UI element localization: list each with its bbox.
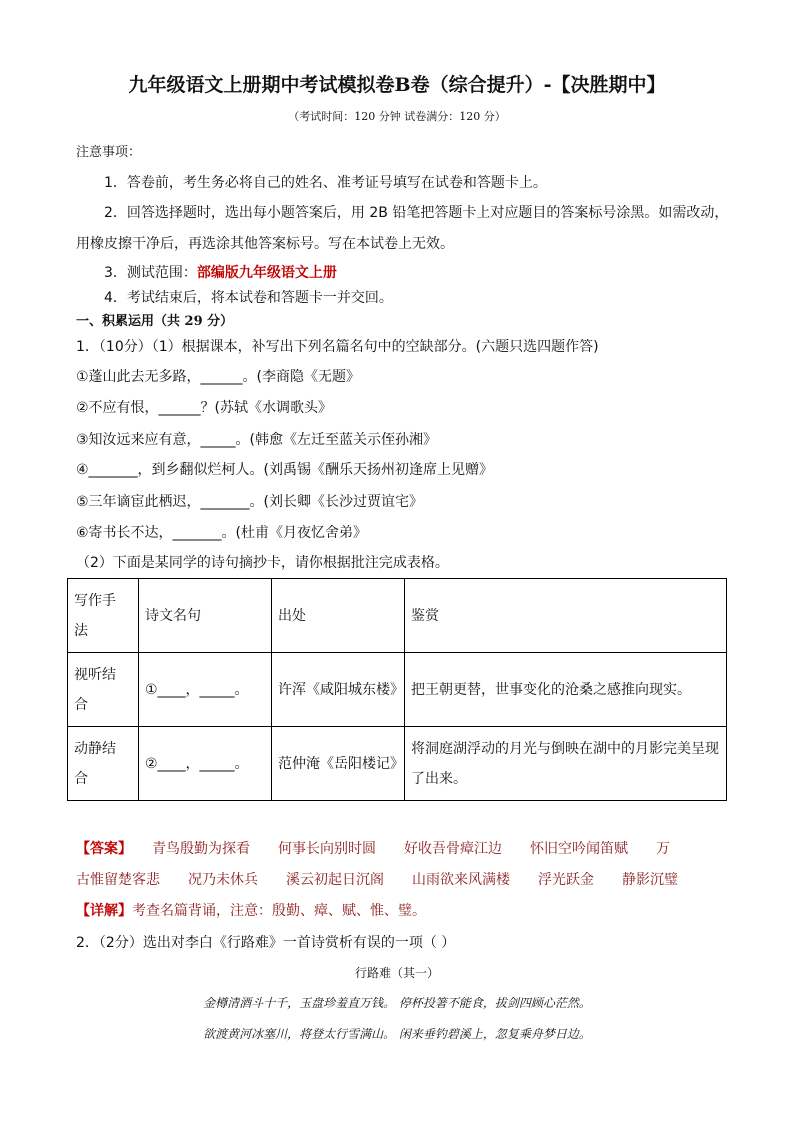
table-header-row	[68, 579, 727, 653]
notice-item-2b: 用橡皮擦干净后，再选涂其他答案标号。写在本试卷上无效。	[76, 236, 454, 252]
poem-title: 行路难（其一）	[354, 966, 439, 980]
detail-text: 考查名篇背诵，注意：殷勤、瘴、赋、惟、璧。	[132, 903, 426, 919]
table-cell: 视听结 合	[68, 653, 139, 727]
detail-label: 【详解】	[76, 903, 132, 919]
table-cell: ②____，_____。	[139, 727, 272, 801]
answer-block-line-2: 古惟留楚客悲 况乃未休兵 溪云初起日沉阁 山雨欲来风满楼 浮光跃金 静影沉璧	[76, 872, 678, 888]
detail-block	[76, 900, 426, 920]
table-cell: 范仲淹《岳阳楼记》	[272, 727, 405, 801]
table-header-cell: 出处	[272, 579, 405, 653]
q1-line-4: ④_______，到乡翻似烂柯人。(刘禹锡《酬乐天扬州初逢席上见赠》	[76, 462, 494, 478]
table-cell: 将洞庭湖浮动的月光与倒映在湖中的月影完美呈现 了出来。	[405, 727, 727, 801]
table-header-cell: 诗文名句	[139, 579, 272, 653]
answer-label: 【答案】	[76, 841, 132, 857]
test-range: 部编版九年级语文上册	[196, 265, 337, 281]
table-cell: 动静结 合	[68, 727, 139, 801]
table-header-cell: 写作手 法	[68, 579, 139, 653]
q1-line-2: ②不应有恨，______？(苏轼《水调歌头》	[76, 400, 333, 416]
table-row	[68, 727, 727, 801]
question-1-stem: 1．（10分）（1）根据课本，补写出下列名篇名句中的空缺部分。(六题只选四题作答)	[76, 339, 599, 355]
q1-line-3: ③知汝远来应有意，_____。(韩愈《左迁至蓝关示侄孙湘》	[76, 432, 438, 448]
q1-line-1: ①蓬山此去无多路，______。(李商隐《无题》	[76, 369, 361, 385]
table-cell: 许浑《咸阳城东楼》	[272, 653, 405, 727]
table-cell: ①____，_____。	[139, 653, 272, 727]
poem-line-2: 欲渡黄河冰塞川，将登太行雪满山。 闲来垂钓碧溪上，忽复乘舟梦日边。	[203, 1027, 591, 1041]
poem-excerpt-table	[67, 578, 727, 801]
exam-time-info: （考试时间：120 分钟 试卷满分：120 分）	[288, 110, 506, 123]
notice-item-4: 4．考试结束后，将本试卷和答题卡一并交回。	[104, 290, 393, 306]
question-2-stem: 2．（2分）选出对李白《行路难》一首诗赏析有误的一项（ ）	[76, 935, 456, 951]
notice-item-3-prefix: 3．测试范围：	[104, 265, 197, 281]
answer-text: 青鸟殷勤为探看 何事长向别时圆 好收吾骨瘴江边 怀旧空吟闻笛赋 万	[152, 841, 670, 857]
notice-heading: 注意事项：	[76, 145, 142, 160]
page-title: 九年级语文上册期中考试模拟卷B卷（综合提升）-【决胜期中】	[128, 74, 666, 96]
table-cell: 把王朝更替，世事变化的沧桑之感推向现实。	[405, 653, 727, 727]
answer-block-line-1	[76, 838, 670, 858]
q1-line-5: ⑤三年谪宦此栖迟，_______。(刘长卿《长沙过贾谊宅》	[76, 494, 424, 510]
section-1-heading: 一、积累运用（共 29 分）	[76, 314, 234, 329]
table-header-cell: 鉴赏	[405, 579, 727, 653]
q1-sub-2-stem: （2）下面是某同学的诗句摘抄卡，请你根据批注完成表格。	[76, 555, 449, 571]
poem-line-1: 金樽清酒斗十千，玉盘珍羞直万钱。 停杯投箸不能食，拔剑四顾心茫然。	[203, 996, 591, 1010]
notice-item-3	[104, 262, 337, 282]
q1-line-6: ⑥寄书长不达，_______。(杜甫《月夜忆舍弟》	[76, 525, 368, 541]
notice-item-2a: 2．回答选择题时，选出每小题答案后，用 2B 铅笔把答题卡上对应题目的答案标号涂黑。如需改动，	[104, 205, 729, 221]
table-row	[68, 653, 727, 727]
notice-item-1: 1．答卷前，考生务必将自己的姓名、准考证号填写在试卷和答题卡上。	[104, 175, 547, 191]
